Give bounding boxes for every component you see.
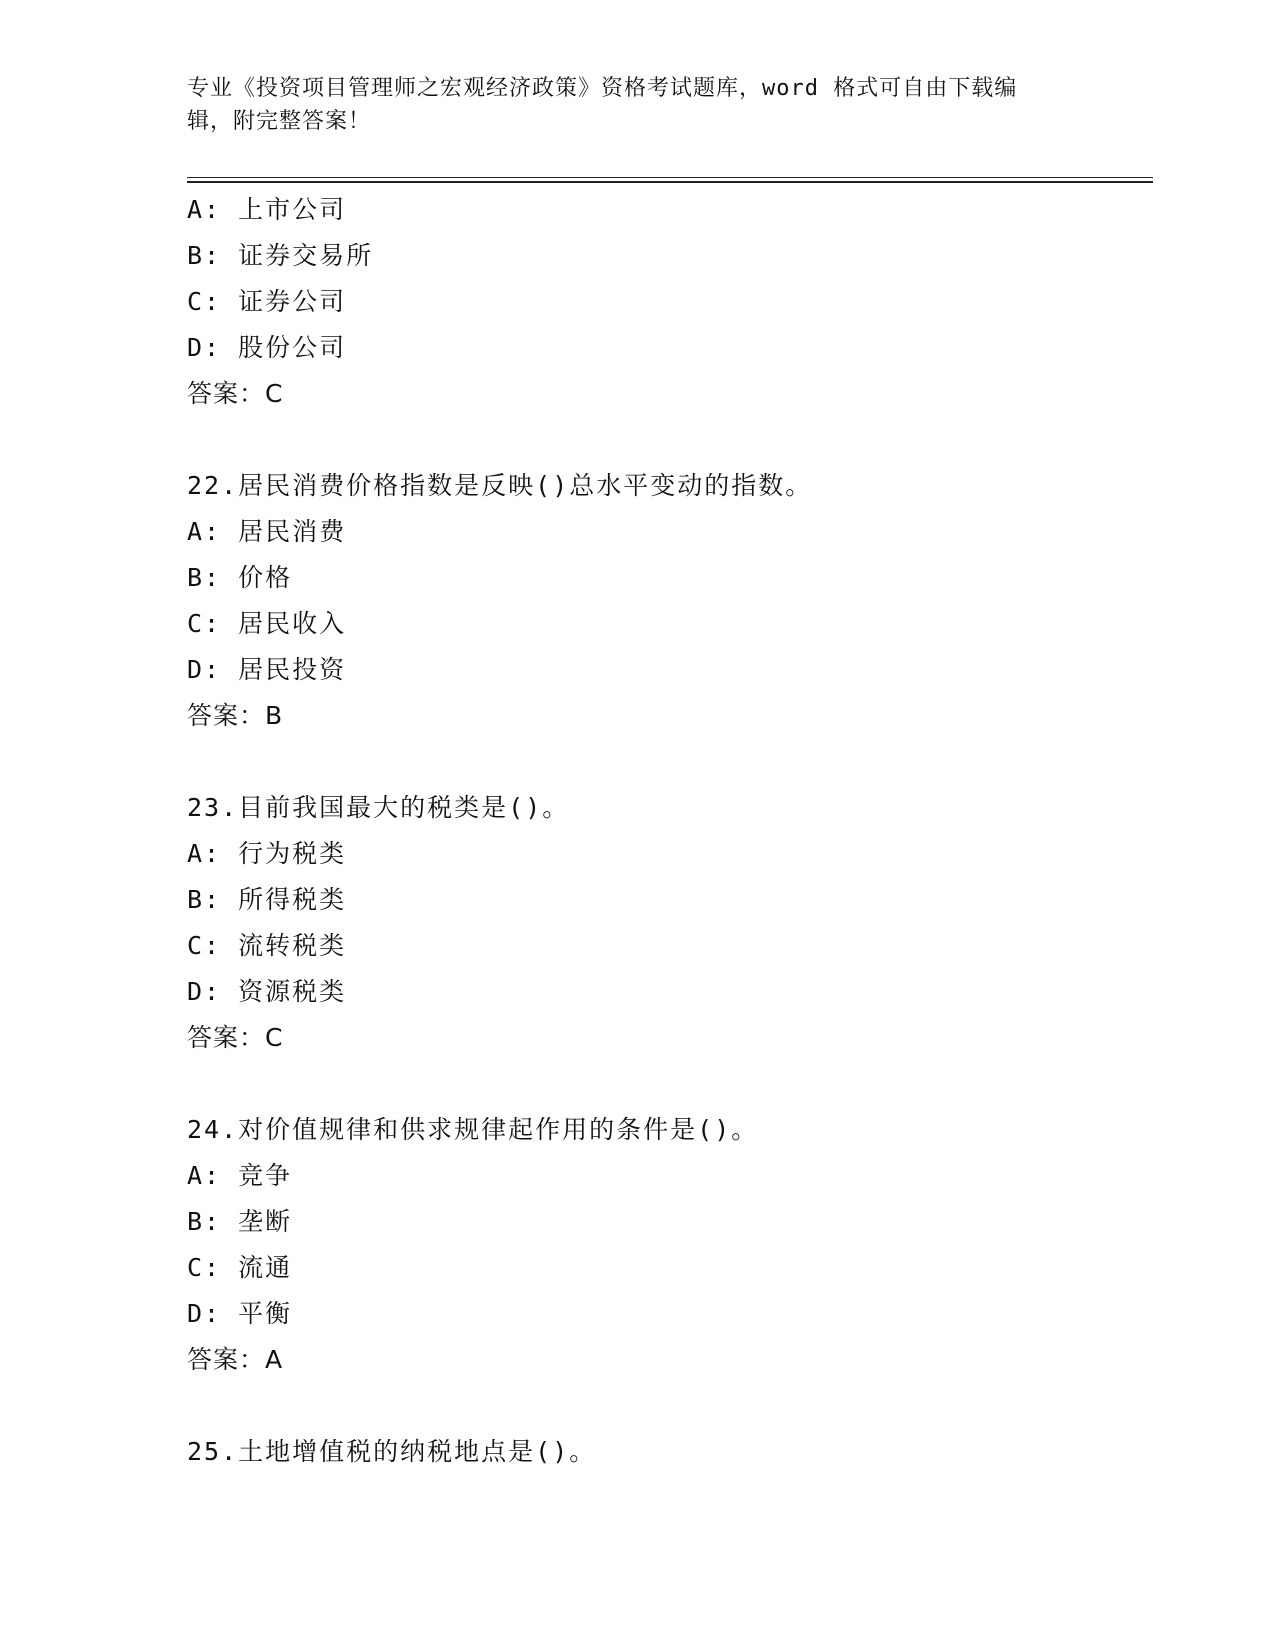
- q21-option-d: D: 股份公司: [187, 333, 347, 362]
- q23-option-b: B: 所得税类: [187, 885, 347, 914]
- q21-answer: 答案：C: [187, 379, 284, 408]
- q25-stem: 25.土地增值税的纳税地点是()。: [187, 1437, 597, 1466]
- q23-option-a: A: 行为税类: [187, 839, 347, 868]
- q21-option-a: A: 上市公司: [187, 195, 347, 224]
- q23-option-d: D: 资源税类: [187, 977, 347, 1006]
- q24-option-b: B: 垄断: [187, 1207, 293, 1236]
- q22-option-c: C: 居民收入: [187, 609, 347, 638]
- header-line-2: 辑，附完整答案！: [187, 109, 372, 134]
- header-line-1: 专业《投资项目管理师之宏观经济政策》资格考试题库，word 格式可自由下载编: [187, 76, 1018, 101]
- q23-answer: 答案：C: [187, 1023, 284, 1052]
- q22-option-d: D: 居民投资: [187, 655, 347, 684]
- q22-option-a: A: 居民消费: [187, 517, 347, 546]
- document-header: [187, 72, 1067, 138]
- q24-stem: 24.对价值规律和供求规律起作用的条件是()。: [187, 1115, 759, 1144]
- q24-option-c: C: 流通: [187, 1253, 293, 1282]
- q22-stem: 22.居民消费价格指数是反映()总水平变动的指数。: [187, 471, 813, 500]
- q24-answer: 答案：A: [187, 1345, 284, 1374]
- q21-option-b: B: 证券交易所: [187, 241, 374, 270]
- header-divider-top: [187, 177, 1153, 178]
- header-divider-bottom: [187, 181, 1153, 183]
- q22-option-b: B: 价格: [187, 563, 293, 592]
- q24-option-a: A: 竞争: [187, 1161, 293, 1190]
- q21-option-c: C: 证券公司: [187, 287, 347, 316]
- q22-answer: 答案：B: [187, 701, 284, 730]
- q23-stem: 23.目前我国最大的税类是()。: [187, 793, 570, 822]
- q24-option-d: D: 平衡: [187, 1299, 293, 1328]
- q23-option-c: C: 流转税类: [187, 931, 347, 960]
